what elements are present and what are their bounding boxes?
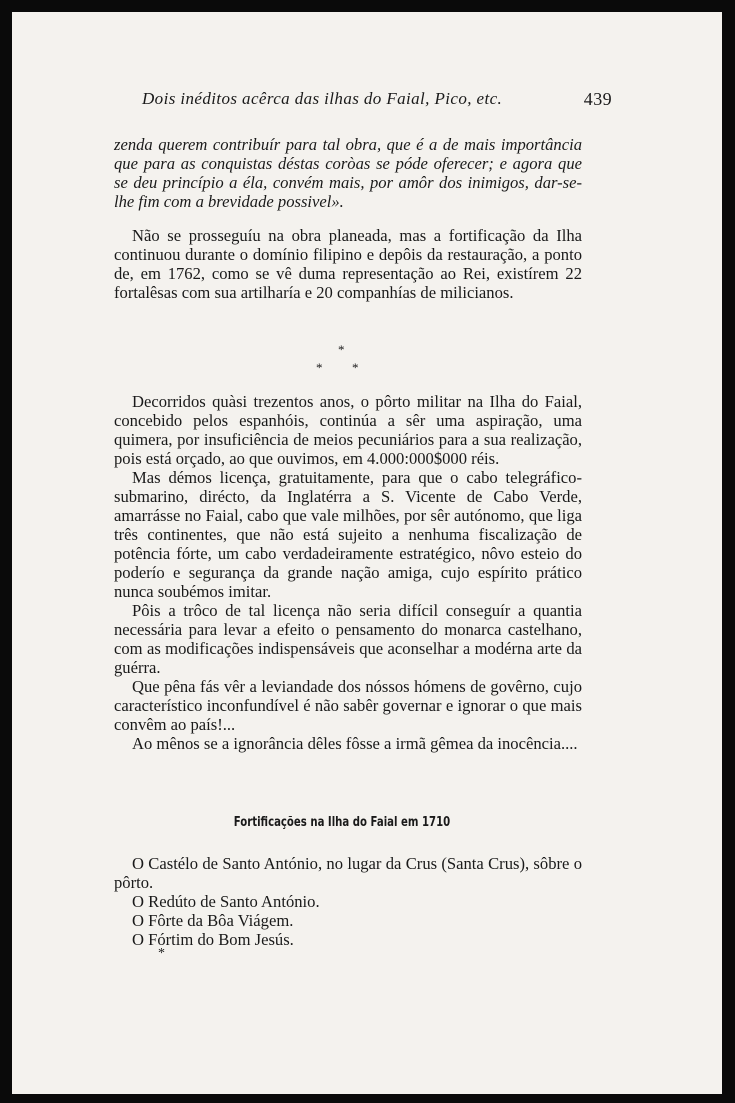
paragraph: Decorridos quàsi trezentos anos, o pôrto militar na Ilha do Faial, concebido pelos espanhóis, continúa a sêr uma aspiração, uma quimera, por insuficiência de meios pecuniários para a sua realização, pois está orçado, ao que ouvimos, em 4.000:000$000 réis. [114, 392, 582, 468]
paragraph: Pôis a trôco de tal licença não seria difícil conseguír a quantia necessária para levar a efeito o pensamento do monarca castelhano, com as modificações indispensáveis que aconselhar a modérna arte da guérra. [114, 601, 582, 677]
separator-star: * [338, 342, 345, 357]
quote-text: zenda querem contribuír para tal obra, que é a de mais importância que para as conquistas déstas coròas se póde oferecer; e agora que se deu princípio a éla, convém mais, por amôr dos inimigos, dar-se-lhe fim com a brevidade possivel». [114, 135, 582, 211]
paragraph: Ao mênos se a ignorância dêles fôsse a irmã gêmea da inocência.... [132, 734, 578, 753]
running-header [142, 89, 612, 109]
separator-star: * [352, 360, 359, 375]
list-item: O Fôrte da Bôa Viágem. [132, 911, 294, 930]
paragraph: Que pêna fás vêr a leviandade dos nóssos hómens de govêrno, cujo característico inconfundível é não sabêr governar e ignorar o que mais convêm ao país!... [114, 677, 582, 734]
fortification-list [114, 854, 582, 949]
section-heading: Fortificações na Ilha do Faial em 1710 [233, 815, 451, 830]
separator-star: * [316, 360, 323, 375]
running-title: Dois inéditos acêrca das ilhas do Faial, Pico, etc. [142, 89, 503, 108]
list-item: O Fórtim do Bom Jesús. [132, 930, 294, 949]
list-item: O Castélo de Santo António, no lugar da Crus (Santa Crus), sôbre o pôrto. [114, 854, 582, 892]
quoted-passage [114, 135, 582, 211]
top-paragraphs [114, 226, 582, 302]
paragraph: Não se prosseguíu na obra planeada, mas a fortificação da Ilha continuou durante o domínio filipino e depôis da restauração, a ponto de, em 1762, como se vê duma representação ao Rei, existírem 22 fortalêsas com sua artilharía e 20 companhías de milicianos. [114, 226, 582, 302]
book-page [12, 12, 722, 1094]
body-paragraphs [114, 392, 582, 753]
page-number: 439 [583, 89, 612, 109]
end-mark: * [158, 946, 165, 961]
paragraph: Mas démos licença, gratuitamente, para que o cabo telegráfico-submarino, dirécto, da Inglatérra a S. Vicente de Cabo Verde, amarrásse no Faial, cabo que vale milhões, por sêr autónomo, que liga três continentes, que não está sujeito a nenhuma fiscalização de potência fórte, um cabo verdadeiramente estratégico, nôvo esteio do poderío e segurança da grande nação amiga, cujo espírito prático nunca soubémos imitar. [114, 468, 582, 601]
list-item: O Redúto de Santo António. [132, 892, 320, 911]
